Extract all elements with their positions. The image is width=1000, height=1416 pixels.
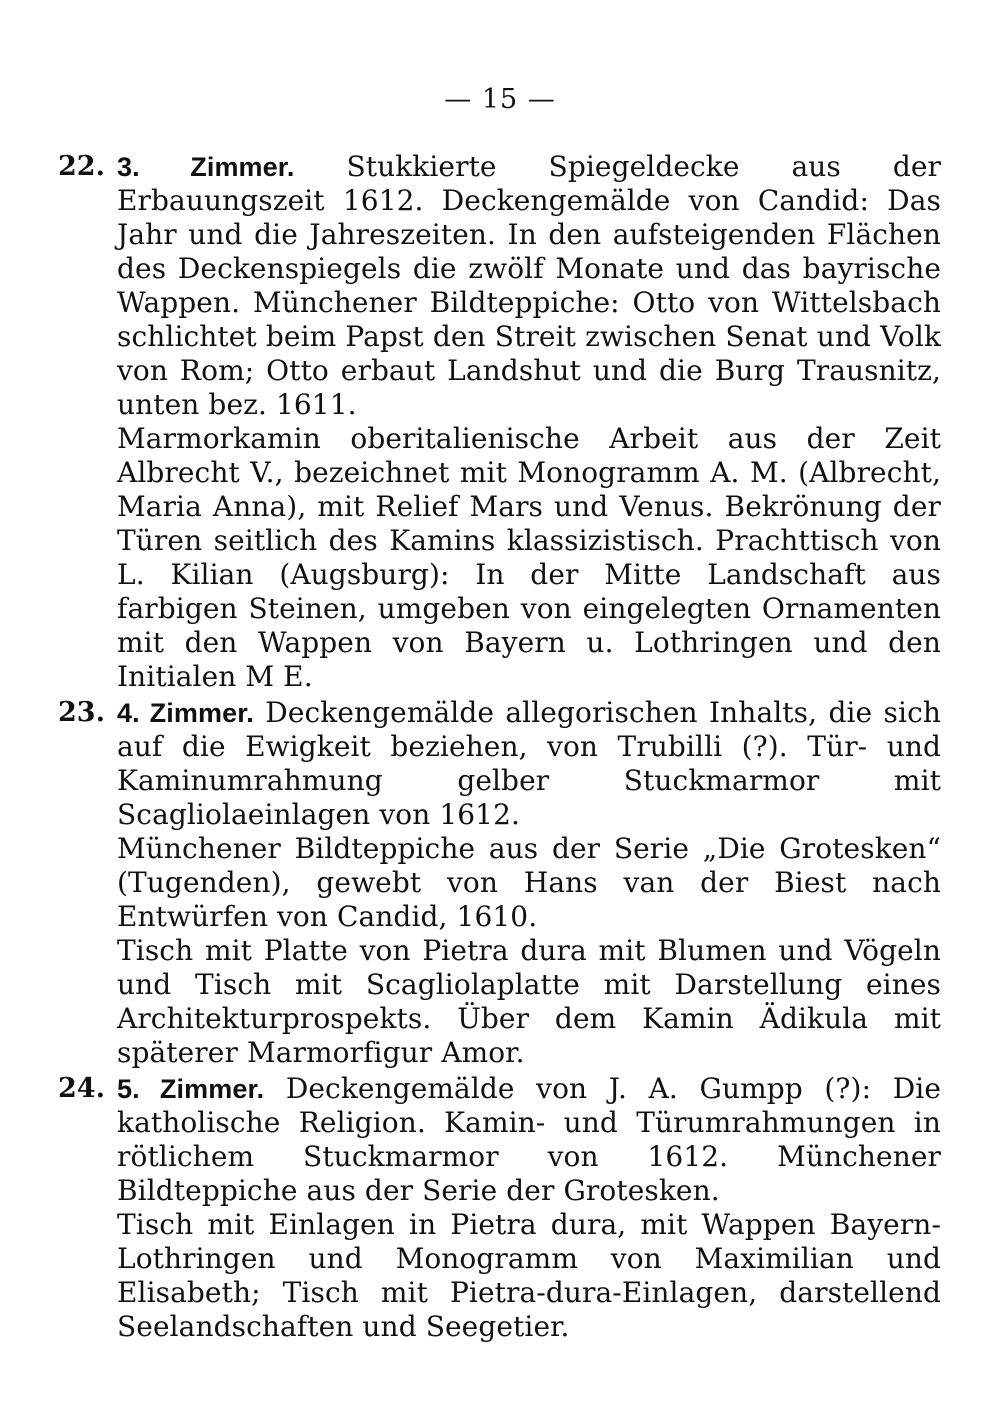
entry-text: Tisch mit Einlagen in Pietra dura, mit Wappen Bayern-Lothringen und Monogramm von Maximilian und Elisabeth; Tisch mit Pietra-dura-Einlagen, darstellend Seelandschaften und Seegetier. (117, 1208, 941, 1343)
page-number: — 15 — (444, 84, 556, 115)
entry-text: Stukkierte Spiegeldecke aus der Erbauungszeit 1612. Deckengemälde von Candid: Das Jahr und die Jahreszeiten. In den aufsteigenden Flächen des Deckenspiegels die zwölf Monate und das bayrische Wappen. Münchener Bildteppiche: Otto von Wittelsbach schlichtet beim Papst den Streit zwischen Senat und Volk von Rom; Otto erbaut Landshut und die Burg Trausnitz, unten bez. 1611. (117, 150, 941, 421)
room-label: 4. Zimmer. (117, 698, 254, 728)
catalog-entry-22 (58, 150, 948, 694)
room-label: 5. Zimmer. (117, 1074, 265, 1104)
entry-body (117, 696, 941, 1070)
entry-body (117, 150, 941, 694)
entry-text: Tisch mit Platte von Pietra dura mit Blumen und Vögeln und Tisch mit Scagliolaplatte mit Darstellung eines Architekturprospekts. Über dem Kamin Ädikula mit späterer Marmorfigur Amor. (117, 934, 941, 1069)
room-label: 3. Zimmer. (117, 152, 295, 182)
entry-paragraph (117, 1208, 941, 1344)
entry-body (117, 1072, 941, 1344)
entry-number: 24. (58, 1073, 105, 1104)
entry-text: Deckengemälde allegorischen Inhalts, die sich auf die Ewigkeit beziehen, von Trubilli (?). Tür- und Kaminumrahmung gelber Stuckmarmor mit Scagliolaeinlagen von 1612. (117, 696, 941, 831)
entry-paragraph (117, 934, 941, 1070)
entry-text: Münchener Bildteppiche aus der Serie „Die Grotesken“ (Tugenden), gewebt von Hans van der Biest nach Entwürfen von Candid, 1610. (117, 832, 941, 933)
catalog-entry-23 (58, 696, 948, 1070)
entry-paragraph (117, 832, 941, 934)
entry-paragraph (117, 1072, 941, 1208)
catalog-entry-24 (58, 1072, 948, 1344)
entry-text: Deckengemälde von J. A. Gumpp (?): Die katholische Religion. Kamin- und Türumrahmungen in rötlichem Stuckmarmor von 1612. Münchener Bildteppiche aus der Serie der Grotesken. (117, 1072, 941, 1207)
entry-number: 22. (58, 151, 105, 182)
entry-text: Marmorkamin oberitalienische Arbeit aus der Zeit Albrecht V., bezeichnet mit Monogramm A. M. (Albrecht, Maria Anna), mit Relief Mars und Venus. Bekrönung der Türen seitlich des Kamins klassizistisch. Prachttisch von L. Kilian (Augsburg): In der Mitte Landschaft aus farbigen Steinen, umgeben von eingelegten Ornamenten mit den Wappen von Bayern u. Lothringen und den Initialen M E. (117, 422, 941, 693)
entry-number: 23. (58, 697, 105, 728)
entry-paragraph (117, 150, 941, 422)
entry-paragraph (117, 422, 941, 694)
entry-paragraph (117, 696, 941, 832)
